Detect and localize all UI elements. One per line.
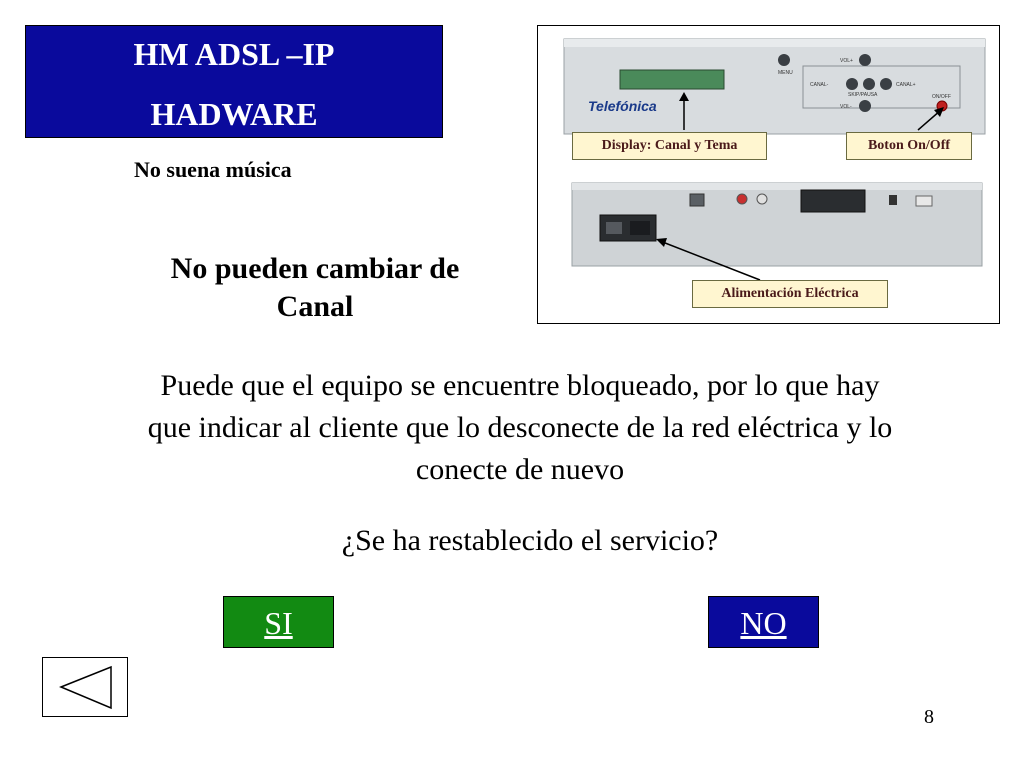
callout-onoff: Boton On/Off: [846, 132, 972, 160]
callout-display: Display: Canal y Tema: [572, 132, 767, 160]
back-triangle-icon: [43, 658, 129, 718]
subtitle: No suena música: [134, 157, 292, 182]
brand-logo: Telefónica: [588, 98, 657, 114]
canal-left-label: CANAL-: [810, 82, 829, 88]
no-button[interactable]: NO: [708, 596, 819, 648]
vol-down-label: VOL-: [840, 104, 852, 110]
menu-label: MENU: [778, 70, 793, 76]
skip-label: SKIP/PAUSA: [848, 92, 878, 98]
device-photo-panel: [537, 25, 1000, 324]
onoff-label: ON/OFF: [932, 94, 951, 100]
canal-right-label: CANAL+: [896, 82, 916, 88]
callout-power: Alimentación Eléctrica: [692, 280, 888, 308]
display-window: [620, 70, 724, 89]
title-box: [25, 25, 443, 138]
title-line-1: HM ADSL –IP: [133, 36, 335, 72]
explanation-text: Puede que el equipo se encuentre bloqueado, por lo que hay que indicar al cliente que lo desconecte de la red eléctrica y lo conecte de nuevo: [147, 369, 893, 486]
yes-button[interactable]: SI: [223, 596, 334, 648]
vol-up-label: VOL+: [840, 58, 853, 64]
problem-heading: No pueden cambiar de Canal: [170, 252, 460, 323]
page-number: 8: [924, 706, 934, 728]
question-text: ¿Se ha restablecido el servicio?: [341, 524, 719, 557]
back-button[interactable]: [42, 657, 128, 717]
title-line-2: HADWARE: [150, 96, 318, 132]
